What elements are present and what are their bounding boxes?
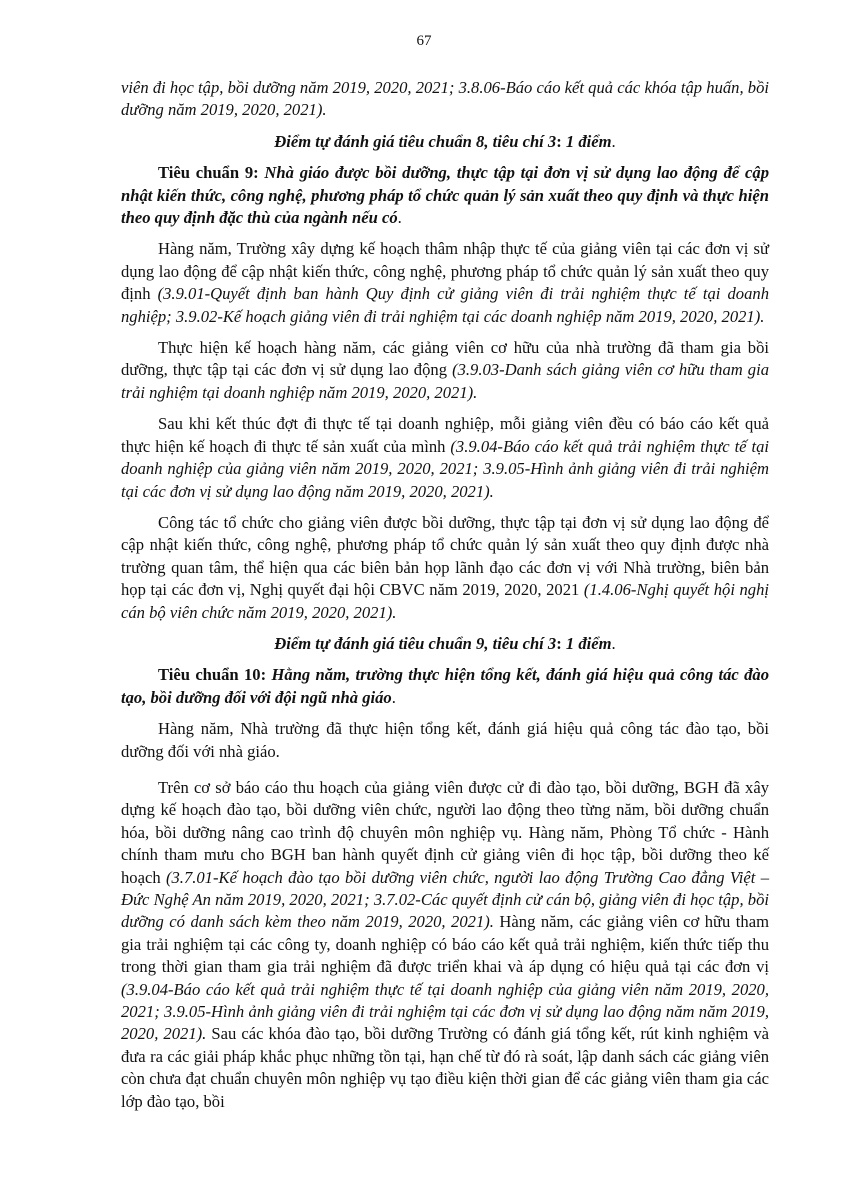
- standard-text: Nhà giáo được bồi dưỡng, thực tập tại đơn vị sử dụng lao động để cập nhật kiến thức, công nghệ, phương pháp tổ chức quản lý sản xuất theo quy định và thực hiện theo quy định đặc thù của ngành nếu có: [121, 163, 769, 228]
- score-colon: :: [556, 131, 566, 151]
- paragraph-text: Hàng năm, Trường xây dựng kế hoạch thâm nhập thực tế của giảng viên tại các đơn vị sử dụng lao động để cập nhật kiến thức, công nghệ, phương pháp tổ chức quản lý sản xuất theo quy định: [121, 239, 769, 304]
- standard-9-heading: [121, 162, 769, 229]
- paragraph-text: Công tác tổ chức cho giảng viên được bồi dưỡng, thực tập tại đơn vị sử dụng lao động để cập nhật kiến thức, công nghệ, phương pháp tổ chức quản lý sản xuất theo quy định được nhà trường quan tâm, thể hiện qua các biên bản họp lãnh đạo các đơn vị với Nhà trường, biên bản họp tại các đơn vị, Nghị quyết đại hội CBVC năm 2019, 2020, 2021: [121, 512, 769, 600]
- standard-10-heading: [121, 664, 769, 709]
- paragraph: [121, 718, 769, 763]
- standard-end: .: [391, 687, 396, 707]
- paragraph: [121, 512, 769, 624]
- score-end: .: [611, 131, 616, 151]
- evidence-citation: (3.9.04-Báo cáo kết quả trải nghiệm thực tế tại doanh nghiệp của giảng viên năm 2019, 2020, 2021; 3.9.05-Hình ảnh giảng viên đi trải nghiệm tại các đơn vị sử dụng lao động năm 2019, 2020, 2021).: [121, 436, 769, 501]
- evidence-citation: (3.9.01-Quyết định ban hành Quy định cử giảng viên đi trải nghiệm thực tế tại doanh nghiệp; 3.9.02-Kế hoạch giảng viên đi trải nghiệm tại các doanh nghiệp năm 2019, 2020, 2021).: [121, 284, 769, 326]
- standard-label: Tiêu chuẩn 9:: [158, 163, 259, 183]
- paragraph-text: Hàng năm, các giảng viên cơ hữu tham gia trải nghiệm tại các công ty, doanh nghiệp có báo cáo kết quả trải nghiệm, kiến thức tiếp thu trong thời gian tham gia trải nghiệm đã được triển khai và áp dụng có hiệu quả tại các đơn vị: [121, 912, 769, 977]
- evidence-citation: (1.4.06-Nghị quyết hội nghị cán bộ viên chức năm 2019, 2020, 2021).: [121, 580, 769, 622]
- paragraph: [121, 238, 769, 328]
- page-number: 67: [416, 33, 432, 49]
- score-label: Điểm tự đánh giá tiêu chuẩn 8, tiêu chí 3: [274, 131, 557, 151]
- paragraph-text: Hàng năm, Nhà trường đã thực hiện tổng kết, đánh giá hiệu quả công tác đào tạo, bồi dưỡng đối với nhà giáo.: [121, 719, 769, 761]
- score-end: .: [611, 633, 616, 653]
- paragraph-text: Sau khi kết thúc đợt đi thực tế tại doanh nghiệp, mỗi giảng viên đều có báo cáo kết quả thực hiện kế hoạch đi thực tế sản xuất của mình: [121, 414, 769, 456]
- standard-end: .: [397, 208, 402, 228]
- paragraph-text: Sau các khóa đào tạo, bồi dưỡng Trường có đánh giá tổng kết, rút kinh nghiệm và đưa ra các giải pháp khắc phục những tồn tại, hạn chế từ đó rà soát, lập danh sách các giảng viên còn chưa đạt chuẩn chuyên môn nghiệp vụ tạo điều kiện thời gian để các giảng viên tham gia các lớp đào tạo, bồi: [121, 1024, 769, 1111]
- paragraph: [121, 337, 769, 404]
- score-standard-9: [121, 633, 769, 655]
- score-standard-8: [121, 131, 769, 153]
- paragraph-continuation: [121, 77, 769, 122]
- score-colon: :: [556, 633, 566, 653]
- standard-text: Hằng năm, trường thực hiện tổng kết, đánh giá hiệu quả công tác đào tạo, bồi dưỡng đối với đội ngũ nhà giáo: [121, 665, 769, 707]
- score-label: Điểm tự đánh giá tiêu chuẩn 9, tiêu chí 3: [274, 633, 557, 653]
- paragraph-text: Trên cơ sở báo cáo thu hoạch của giảng viên được cử đi đào tạo, bồi dưỡng, BGH đã xây dựng kế hoạch đào tạo, bồi dưỡng viên chức, người lao động theo từng năm, bồi dưỡng chuẩn hóa, bồi dưỡng nâng cao trình độ chuyên môn nghiệp vụ. Hàng năm, Phòng Tổ chức - Hành chính tham mưu cho BGH ban hành quyết định cử giảng viên đi học tập, bồi dưỡng theo kế hoạch: [121, 777, 769, 887]
- score-value: 1 điểm: [565, 131, 612, 151]
- evidence-citation: (3.9.03-Danh sách giảng viên cơ hữu tham gia trải nghiệm tại doanh nghiệp năm 2019, 2020, 2021).: [121, 360, 769, 402]
- evidence-citation: viên đi học tập, bồi dưỡng năm 2019, 2020, 2021; 3.8.06-Báo cáo kết quả các khóa tập huấn, bồi dưỡng năm 2019, 2020, 2021).: [121, 78, 769, 120]
- standard-label: Tiêu chuẩn 10:: [158, 665, 267, 685]
- document-body: [121, 77, 769, 1122]
- paragraph-text: Thực hiện kế hoạch hàng năm, các giảng viên cơ hữu của nhà trường đã tham gia bồi dưỡng, thực tập tại các đơn vị sử dụng lao động: [121, 338, 769, 380]
- paragraph: [121, 413, 769, 503]
- score-value: 1 điểm: [565, 633, 612, 653]
- evidence-citation: (3.9.04-Báo cáo kết quả trải nghiệm thực tế tại doanh nghiệp của giảng viên năm 2019, 2020, 2021; 3.9.05-Hình ảnh giảng viên đi trải nghiệm tại các đơn vị sử dụng lao động năm năm 2019, 2020, 2021).: [121, 979, 769, 1044]
- paragraph: [121, 777, 769, 1113]
- evidence-citation: (3.7.01-Kế hoạch đào tạo bồi dưỡng viên chức, người lao động Trường Cao đẳng Việt – Đức Nghệ An năm 2019, 2020, 2021; 3.7.02-Các quyết định cử cán bộ, giảng viên đi học tập, bồi dưỡng có danh sách kèm theo năm 2019, 2020, 2021).: [121, 867, 769, 932]
